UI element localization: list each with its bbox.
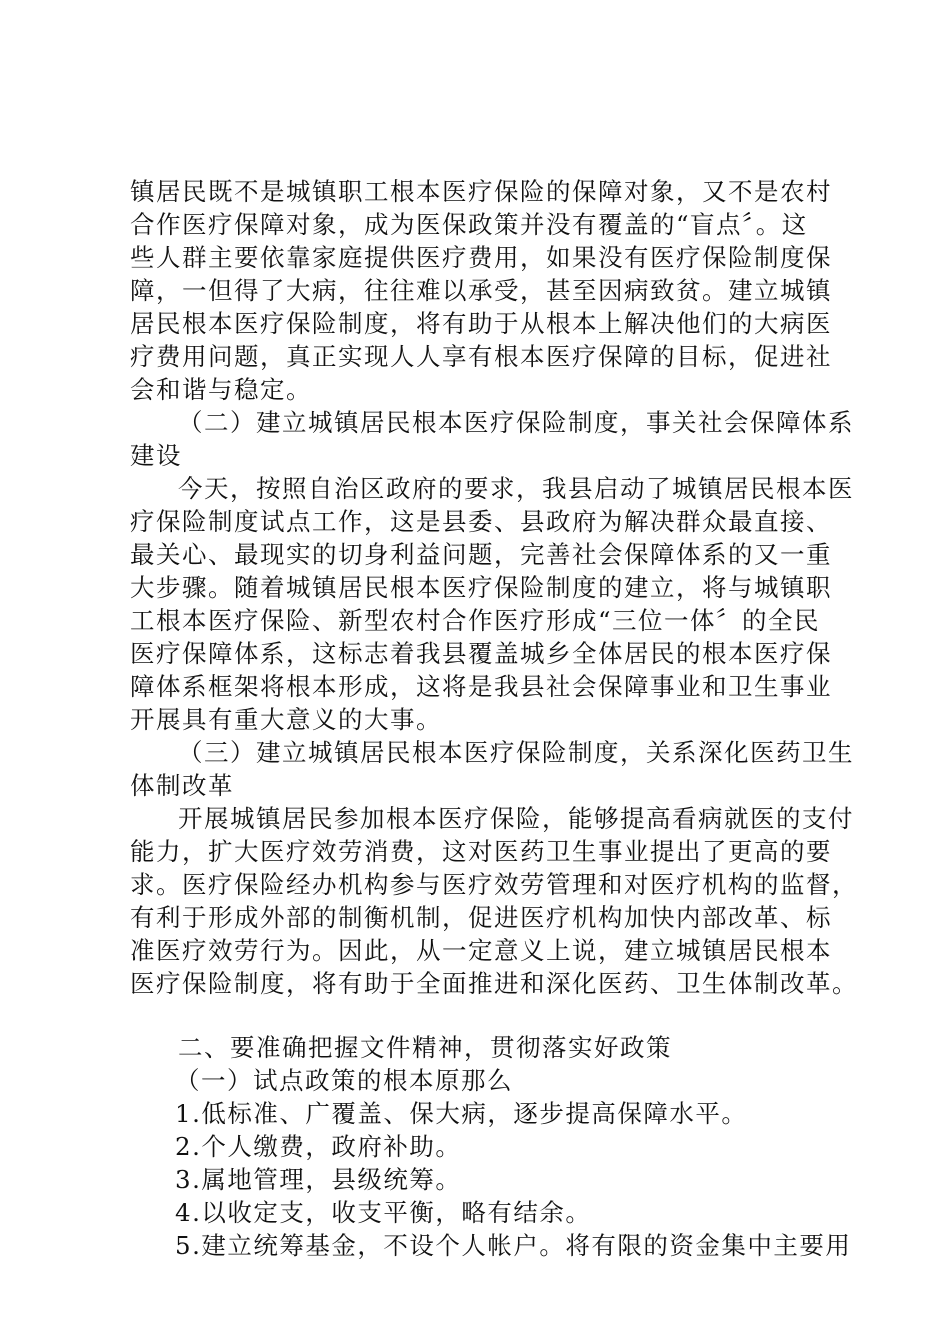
paragraph-line: 些人群主要依靠家庭提供医疗费用，如果没有医疗保险制度保 bbox=[130, 243, 832, 272]
paragraph-line: 医疗保障体系，这标志着我县覆盖城乡全体居民的根本医疗保 bbox=[130, 639, 832, 668]
paragraph-line: 能力，扩大医疗效劳消费，这对医药卫生事业提出了更高的要 bbox=[130, 837, 832, 866]
paragraph-line: 疗保险制度试点工作，这是县委、县政府为解决群众最直接、 bbox=[130, 507, 832, 536]
paragraph-line: 有利于形成外部的制衡机制，促进医疗机构加快内部改革、标 bbox=[130, 903, 832, 932]
paragraph-line: 今天，按照自治区政府的要求，我县启动了城镇居民根本医 bbox=[178, 474, 854, 503]
section-heading: （二）建立城镇居民根本医疗保险制度，事关社会保障体系 bbox=[178, 408, 854, 437]
paragraph-line: 开展具有重大意义的大事。 bbox=[130, 705, 442, 734]
list-item: 1.低标准、广覆盖、保大病，逐步提高保障水平。 bbox=[175, 1099, 748, 1128]
section-heading-continuation: 体制改革 bbox=[130, 771, 234, 800]
paragraph-line: 最关心、最现实的切身利益问题，完善社会保障体系的又一重 bbox=[130, 540, 832, 569]
paragraph-line: 疗费用问题，真正实现人人享有根本医疗保障的目标，促进社 bbox=[130, 342, 832, 371]
subheading: （一）试点政策的根本原那么 bbox=[175, 1066, 513, 1095]
paragraph-line: 大步骤。随着城镇居民根本医疗保险制度的建立，将与城镇职 bbox=[130, 573, 832, 602]
main-section-heading: 二、要准确把握文件精神，贯彻落实好政策 bbox=[178, 1033, 672, 1062]
section-heading: （三）建立城镇居民根本医疗保险制度，关系深化医药卫生 bbox=[178, 738, 854, 767]
paragraph-line: 镇居民既不是城镇职工根本医疗保险的保障对象，又不是农村 bbox=[130, 177, 832, 206]
list-item: 5.建立统筹基金，不设个人帐户。将有限的资金集中主要用 bbox=[175, 1231, 852, 1260]
paragraph-line: 居民根本医疗保险制度，将有助于从根本上解决他们的大病医 bbox=[130, 309, 832, 338]
paragraph-line: 医疗保险制度，将有助于全面推进和深化医药、卫生体制改革。 bbox=[130, 969, 858, 998]
paragraph-line: 准医疗效劳行为。因此，从一定意义上说，建立城镇居民根本 bbox=[130, 936, 832, 965]
list-item: 4.以收定支，收支平衡，略有结余。 bbox=[175, 1198, 592, 1227]
paragraph-line: 障体系框架将根本形成，这将是我县社会保障事业和卫生事业 bbox=[130, 672, 832, 701]
paragraph-line: 合作医疗保障对象，成为医保政策并没有覆盖的“盲点〞。这 bbox=[130, 210, 808, 239]
paragraph-line: 工根本医疗保险、新型农村合作医疗形成“三位一体〞的全民 bbox=[130, 606, 821, 635]
section-heading-continuation: 建设 bbox=[130, 441, 182, 470]
paragraph-line: 会和谐与稳定。 bbox=[130, 375, 312, 404]
list-item: 3.属地管理，县级统筹。 bbox=[175, 1165, 462, 1194]
list-item: 2.个人缴费，政府补助。 bbox=[175, 1132, 462, 1161]
paragraph-line: 障，一但得了大病，往往难以承受，甚至因病致贫。建立城镇 bbox=[130, 276, 832, 305]
paragraph-line: 开展城镇居民参加根本医疗保险，能够提高看病就医的支付 bbox=[178, 804, 854, 833]
paragraph-line: 求。医疗保险经办机构参与医疗效劳管理和对医疗机构的监督， bbox=[130, 870, 858, 899]
